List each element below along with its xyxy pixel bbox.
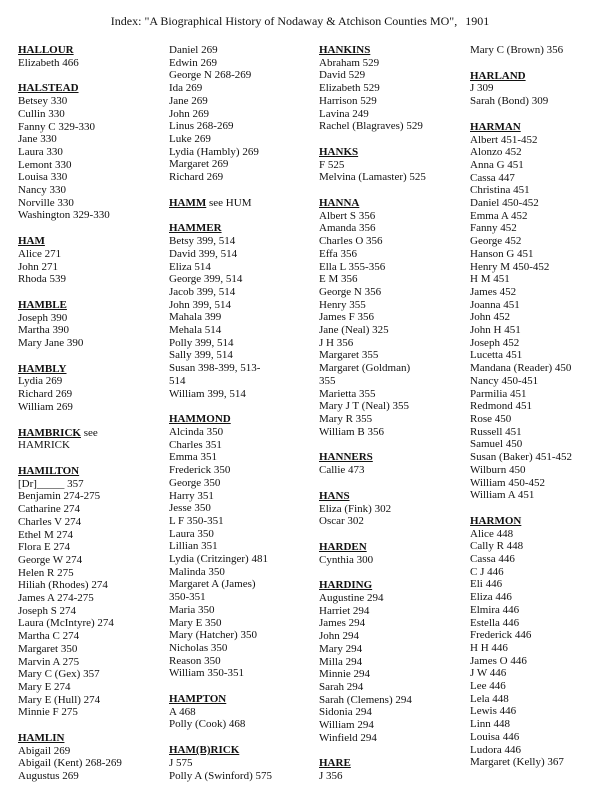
- index-entry: Margaret (Goldman): [319, 362, 411, 375]
- index-entry: Nancy 330: [18, 184, 66, 197]
- index-entry: Reason 350: [169, 654, 221, 667]
- index-column-2: [169, 44, 314, 795]
- index-entry: Emma A 452: [470, 209, 528, 222]
- surname-heading: HAMMER: [169, 222, 222, 235]
- index-entry: Cassa 446: [470, 553, 515, 566]
- index-entry: E M 356: [319, 273, 358, 286]
- index-entry: Sarah (Bond) 309: [470, 95, 549, 108]
- index-entry: Jesse 350: [169, 502, 211, 515]
- index-entry: Eli 446: [470, 578, 503, 591]
- index-entry: Margaret A (James): [169, 578, 256, 591]
- surname-heading-row: [319, 579, 464, 592]
- index-section: [470, 121, 595, 502]
- index-entry: J W 446: [470, 667, 507, 680]
- index-entry: George N 356: [319, 285, 382, 298]
- index-entry: Albert 451-452: [470, 133, 538, 146]
- index-entry: Anna G 451: [470, 158, 524, 171]
- index-entry: Sarah 294: [319, 680, 364, 693]
- index-entry: Mary C (Brown) 356: [470, 44, 564, 56]
- index-entry: Margaret 355: [319, 349, 379, 362]
- index-entry: J H 356: [319, 336, 354, 349]
- index-entry: Laura (McIntyre) 274: [18, 617, 114, 630]
- index-entry: Lee 446: [470, 680, 506, 693]
- surname-heading: HARLAND: [470, 69, 526, 82]
- index-entry: Flora E 274: [18, 541, 70, 554]
- index-entry: Margaret 269: [169, 158, 229, 171]
- index-section: [18, 82, 158, 222]
- surname-heading-row: [18, 235, 158, 248]
- index-entry: William 350-351: [169, 667, 245, 680]
- index-entry: Mary R 355: [319, 412, 373, 425]
- index-entry: Joseph S 274: [18, 604, 77, 617]
- index-entry: Edwin 269: [169, 56, 217, 69]
- index-entry: Jacob 399, 514: [169, 285, 236, 298]
- index-entry: John 399, 514: [169, 298, 232, 311]
- index-entry: Lydia 269: [18, 375, 63, 388]
- surname-heading: HARDEN: [319, 540, 367, 553]
- index-section: [18, 235, 158, 286]
- index-entry: Helen R 275: [18, 566, 74, 579]
- surname-heading-row: [319, 44, 464, 57]
- index-section: [470, 70, 595, 108]
- index-entry: Laura 330: [18, 145, 63, 158]
- index-entry: John H 451: [470, 324, 521, 337]
- index-entry: Sidonia 294: [319, 706, 372, 719]
- index-entry: Louisa 446: [470, 730, 520, 743]
- index-entry: Christina 451: [470, 184, 530, 197]
- index-entry: Margaret 350: [18, 642, 78, 655]
- surname-heading-row: [319, 146, 464, 159]
- index-column-3: [319, 44, 464, 796]
- surname-heading: HARMON: [470, 514, 522, 527]
- index-entry: L F 350-351: [169, 514, 224, 527]
- index-entry: Linus 268-269: [169, 120, 234, 133]
- index-entry: Mary E (Hull) 274: [18, 693, 101, 706]
- surname-heading-row: [18, 82, 158, 95]
- index-entry: Mary (Hatcher) 350: [169, 629, 257, 642]
- index-entry: Polly 399, 514: [169, 336, 234, 349]
- index-entry: Elmira 446: [470, 603, 520, 616]
- index-entry: James 294: [319, 617, 366, 630]
- index-entry: William 450-452: [470, 476, 546, 489]
- index-section: [18, 427, 158, 452]
- index-entry: Winfield 294: [319, 731, 377, 744]
- index-entry: C J 446: [470, 565, 504, 578]
- index-entry: Betsy 399, 514: [169, 235, 236, 248]
- surname-heading: HANNERS: [319, 451, 373, 464]
- index-entry: Polly A (Swinford) 575: [169, 769, 272, 782]
- index-entry: H M 451: [470, 273, 510, 286]
- surname-heading: HAMBLE: [18, 298, 67, 311]
- index-entry: Albert S 356: [319, 209, 376, 222]
- index-entry: Emma 351: [169, 451, 217, 464]
- index-entry: William B 356: [319, 425, 384, 438]
- index-section: [319, 146, 464, 184]
- index-entry: Susan (Baker) 451-452: [470, 451, 573, 464]
- page-year: 1901: [465, 14, 490, 28]
- index-entry: George W 274: [18, 553, 83, 566]
- index-entry: Fanny 452: [470, 222, 517, 235]
- surname-heading-row: [319, 451, 464, 464]
- index-entry: Mary E 350: [169, 616, 222, 629]
- index-entry: Harry 351: [169, 489, 214, 502]
- surname-heading: HAMBLY: [18, 362, 67, 375]
- surname-heading: HARE: [319, 757, 351, 770]
- index-section: [319, 44, 464, 133]
- index-section: [169, 413, 314, 680]
- index-entry: Rachel (Blagraves) 529: [319, 120, 423, 133]
- index-entry: Samuel 450: [470, 438, 523, 451]
- page-header: [0, 14, 600, 28]
- index-section: [18, 732, 158, 783]
- surname-heading: HAMPTON: [169, 693, 227, 706]
- index-entry: Ella L 355-356: [319, 260, 386, 273]
- index-entry: [Dr]_____ 357: [18, 477, 84, 490]
- index-entry: Mehala 514: [169, 324, 222, 337]
- index-entry: Jane 330: [18, 133, 57, 146]
- surname-heading: HANKINS: [319, 44, 371, 56]
- index-entry: Abigail 269: [18, 744, 71, 757]
- index-entry: William A 451: [470, 489, 535, 502]
- index-entry: William 269: [18, 400, 73, 413]
- index-entry: 355: [319, 374, 336, 387]
- index-entry: 350-351: [169, 591, 206, 604]
- index-entry: John 269: [169, 107, 210, 120]
- index-entry: Henry 355: [319, 298, 366, 311]
- index-entry: Mandana (Reader) 450: [470, 362, 572, 375]
- see-reference: see: [80, 426, 98, 439]
- index-entry: Abraham 529: [319, 56, 380, 69]
- index-column-4: [470, 44, 595, 782]
- index-section: [169, 744, 314, 782]
- index-entry: J 309: [470, 82, 494, 95]
- surname-heading-row: [18, 363, 158, 376]
- index-entry: Laura 350: [169, 527, 214, 540]
- index-entry: Amanda 356: [319, 222, 376, 235]
- index-entry: Eliza (Fink) 302: [319, 502, 392, 515]
- index-entry: Melvina (Lamaster) 525: [319, 171, 426, 184]
- surname-heading-row: [169, 222, 314, 235]
- index-entry: James O 446: [470, 654, 527, 667]
- index-entry: Catharine 274: [18, 503, 81, 516]
- index-entry: Maria 350: [169, 603, 215, 616]
- index-entry: Rhoda 539: [18, 273, 66, 286]
- index-section: [169, 222, 314, 400]
- index-entry: Lewis 446: [470, 705, 517, 718]
- index-entry: Lydia (Critzinger) 481: [169, 553, 268, 566]
- index-entry: J 575: [169, 756, 193, 769]
- surname-heading-row: [319, 490, 464, 503]
- surname-heading-row: [470, 70, 595, 83]
- index-entry: Minnie F 275: [18, 706, 78, 719]
- index-entry: Alice 448: [470, 527, 514, 540]
- index-entry: Harriet 294: [319, 604, 370, 617]
- index-entry: Eliza 514: [169, 260, 211, 273]
- index-entry: Lela 448: [470, 692, 509, 705]
- index-entry: Augustus 269: [18, 770, 79, 783]
- index-entry: Mary Jane 390: [18, 337, 84, 350]
- index-entry: Lavina 249: [319, 107, 369, 120]
- surname-heading-row: [18, 44, 158, 57]
- index-entry: Sally 399, 514: [169, 349, 233, 362]
- surname-heading-row: [18, 427, 158, 440]
- index-entry: Margaret (Kelly) 367: [470, 756, 564, 769]
- index-entry: Ethel M 274: [18, 528, 73, 541]
- index-entry: Malinda 350: [169, 565, 225, 578]
- index-entry: Jane 269: [169, 94, 208, 107]
- index-entry: Frederick 446: [470, 629, 532, 642]
- index-entry: Joanna 451: [470, 298, 520, 311]
- index-section: [18, 363, 158, 414]
- index-entry: Elizabeth 466: [18, 56, 79, 69]
- index-column-1: [18, 44, 158, 796]
- index-entry: Hanson G 451: [470, 247, 534, 260]
- index-entry: Effa 356: [319, 247, 357, 260]
- index-entry: Milla 294: [319, 655, 363, 668]
- index-entry: James 452: [470, 285, 517, 298]
- index-entry: Sarah (Clemens) 294: [319, 693, 412, 706]
- index-entry: Harrison 529: [319, 94, 377, 107]
- index-entry: Eliza 446: [470, 591, 512, 604]
- index-entry: Linn 448: [470, 718, 511, 731]
- index-entry: Cynthia 300: [319, 553, 374, 566]
- index-entry: Nicholas 350: [169, 641, 228, 654]
- index-entry: Ludora 446: [470, 743, 522, 756]
- index-entry: Lillian 351: [169, 540, 218, 553]
- index-section: [18, 465, 158, 719]
- surname-heading: HAMBRICK: [18, 426, 81, 439]
- index-entry: Martha 390: [18, 324, 70, 337]
- index-entry: Lucetta 451: [470, 349, 523, 362]
- index-section: [319, 490, 464, 528]
- surname-heading: HANS: [319, 489, 350, 502]
- index-section: [169, 693, 314, 731]
- index-entry: Oscar 302: [319, 515, 364, 528]
- index-entry: Henry M 450-452: [470, 260, 550, 273]
- index-entry: Hiliah (Rhodes) 274: [18, 579, 108, 592]
- index-entry: Washington 329-330: [18, 209, 110, 222]
- index-section: [18, 44, 158, 69]
- index-entry: Marietta 355: [319, 387, 376, 400]
- index-entry: Callie 473: [319, 464, 365, 477]
- index-entry: Russell 451: [470, 425, 522, 438]
- index-entry: Alice 271: [18, 247, 62, 260]
- index-entry: Cally R 448: [470, 540, 524, 553]
- index-entry: Richard 269: [169, 171, 224, 184]
- index-entry: Polly (Cook) 468: [169, 718, 246, 731]
- surname-heading: HAM(B)RICK: [169, 744, 240, 757]
- index-section: [319, 757, 464, 782]
- index-section: [169, 197, 314, 210]
- surname-heading: HANKS: [319, 145, 359, 158]
- index-section: [470, 44, 595, 57]
- surname-heading: HALLOUR: [18, 44, 74, 56]
- index-entry: Elizabeth 529: [319, 82, 380, 95]
- surname-heading: HARMAN: [470, 120, 521, 133]
- index-entry: Rose 450: [470, 412, 512, 425]
- surname-heading-row: [319, 541, 464, 554]
- index-section: [18, 299, 158, 350]
- index-entry: Parmilia 451: [470, 387, 527, 400]
- index-section: [470, 515, 595, 769]
- index-entry: A 468: [169, 705, 196, 718]
- page-title: Index: "A Biographical History of Nodaway & Atchison Counties MO",: [110, 14, 458, 28]
- index-entry: John 271: [18, 260, 59, 273]
- index-entry: Jane (Neal) 325: [319, 324, 389, 337]
- surname-heading-row: [18, 299, 158, 312]
- index-entry: HAMRICK: [18, 439, 70, 452]
- index-entry: Richard 269: [18, 388, 73, 401]
- index-entry: Alonzo 452: [470, 146, 522, 159]
- index-entry: William 399, 514: [169, 387, 246, 400]
- surname-heading-row: [18, 732, 158, 745]
- index-entry: Frederick 350: [169, 464, 231, 477]
- index-entry: James F 356: [319, 311, 374, 324]
- index-section: [169, 44, 314, 184]
- index-entry: Norville 330: [18, 196, 74, 209]
- index-entry: Joseph 390: [18, 311, 68, 324]
- index-entry: Marvin A 275: [18, 655, 80, 668]
- index-entry: John 294: [319, 630, 360, 643]
- surname-heading-row: [470, 121, 595, 134]
- index-entry: Augustine 294: [319, 592, 384, 605]
- index-entry: Ida 269: [169, 82, 203, 95]
- index-entry: Lydia (Hambly) 269: [169, 145, 259, 158]
- index-entry: Mary J T (Neal) 355: [319, 400, 410, 413]
- surname-heading: HAMILTON: [18, 464, 80, 477]
- index-entry: Betsey 330: [18, 95, 68, 108]
- index-entry: George 452: [470, 235, 522, 248]
- index-entry: Abigail (Kent) 268-269: [18, 757, 122, 770]
- index-entry: Charles 351: [169, 438, 222, 451]
- index-entry: F 525: [319, 158, 345, 171]
- index-entry: David 529: [319, 69, 366, 82]
- index-entry: Wilburn 450: [470, 463, 526, 476]
- index-entry: 514: [169, 374, 186, 387]
- index-entry: Nancy 450-451: [470, 374, 539, 387]
- index-section: [319, 197, 464, 438]
- index-entry: Mahala 399: [169, 311, 222, 324]
- surname-heading: HALSTEAD: [18, 82, 79, 95]
- index-entry: Joseph 452: [470, 336, 520, 349]
- surname-heading: HAM: [18, 235, 45, 248]
- index-entry: Lemont 330: [18, 158, 72, 171]
- surname-heading: HAMLIN: [18, 732, 65, 745]
- index-entry: Charles O 356: [319, 235, 383, 248]
- index-entry: Daniel 269: [169, 44, 218, 56]
- index-entry: H H 446: [470, 641, 508, 654]
- index-entry: John 452: [470, 311, 511, 324]
- index-section: [319, 451, 464, 476]
- surname-heading-row: [169, 744, 314, 757]
- index-entry: Louisa 330: [18, 171, 68, 184]
- index-entry: David 399, 514: [169, 247, 238, 260]
- index-entry: Mary E 274: [18, 680, 71, 693]
- surname-heading-row: [18, 465, 158, 478]
- index-entry: J 356: [319, 770, 343, 783]
- index-entry: George 399, 514: [169, 273, 243, 286]
- index-entry: George 350: [169, 476, 221, 489]
- index-entry: Cullin 330: [18, 107, 65, 120]
- index-entry: Alcinda 350: [169, 425, 224, 438]
- surname-heading: HAMMOND: [169, 413, 231, 426]
- index-section: [319, 579, 464, 744]
- surname-heading-row: [169, 693, 314, 706]
- surname-heading: HARDING: [319, 579, 373, 592]
- index-entry: Cassa 447: [470, 171, 515, 184]
- index-entry: Charles V 274: [18, 515, 82, 528]
- surname-heading-row: [319, 197, 464, 210]
- index-entry: Mary 294: [319, 642, 363, 655]
- index-entry: Mary C (Gex) 357: [18, 668, 100, 681]
- index-entry: William 294: [319, 719, 374, 732]
- index-entry: Minnie 294: [319, 668, 371, 681]
- surname-heading-row: [169, 197, 314, 210]
- surname-heading-row: [470, 515, 595, 528]
- surname-heading: HAMM: [169, 196, 207, 209]
- index-section: [319, 541, 464, 566]
- index-entry: Redmond 451: [470, 400, 533, 413]
- index-entry: Benjamin 274-275: [18, 490, 101, 503]
- see-reference: see HUM: [206, 196, 252, 209]
- index-entry: James A 274-275: [18, 592, 94, 605]
- surname-heading-row: [169, 413, 314, 426]
- index-entry: Susan 398-399, 513-: [169, 362, 261, 375]
- surname-heading: HANNA: [319, 197, 360, 210]
- index-entry: Martha C 274: [18, 630, 80, 643]
- index-entry: Estella 446: [470, 616, 520, 629]
- index-entry: Daniel 450-452: [470, 197, 539, 210]
- index-entry: Fanny C 329-330: [18, 120, 95, 133]
- index-entry: George N 268-269: [169, 69, 252, 82]
- surname-heading-row: [319, 757, 464, 770]
- index-entry: Luke 269: [169, 132, 211, 145]
